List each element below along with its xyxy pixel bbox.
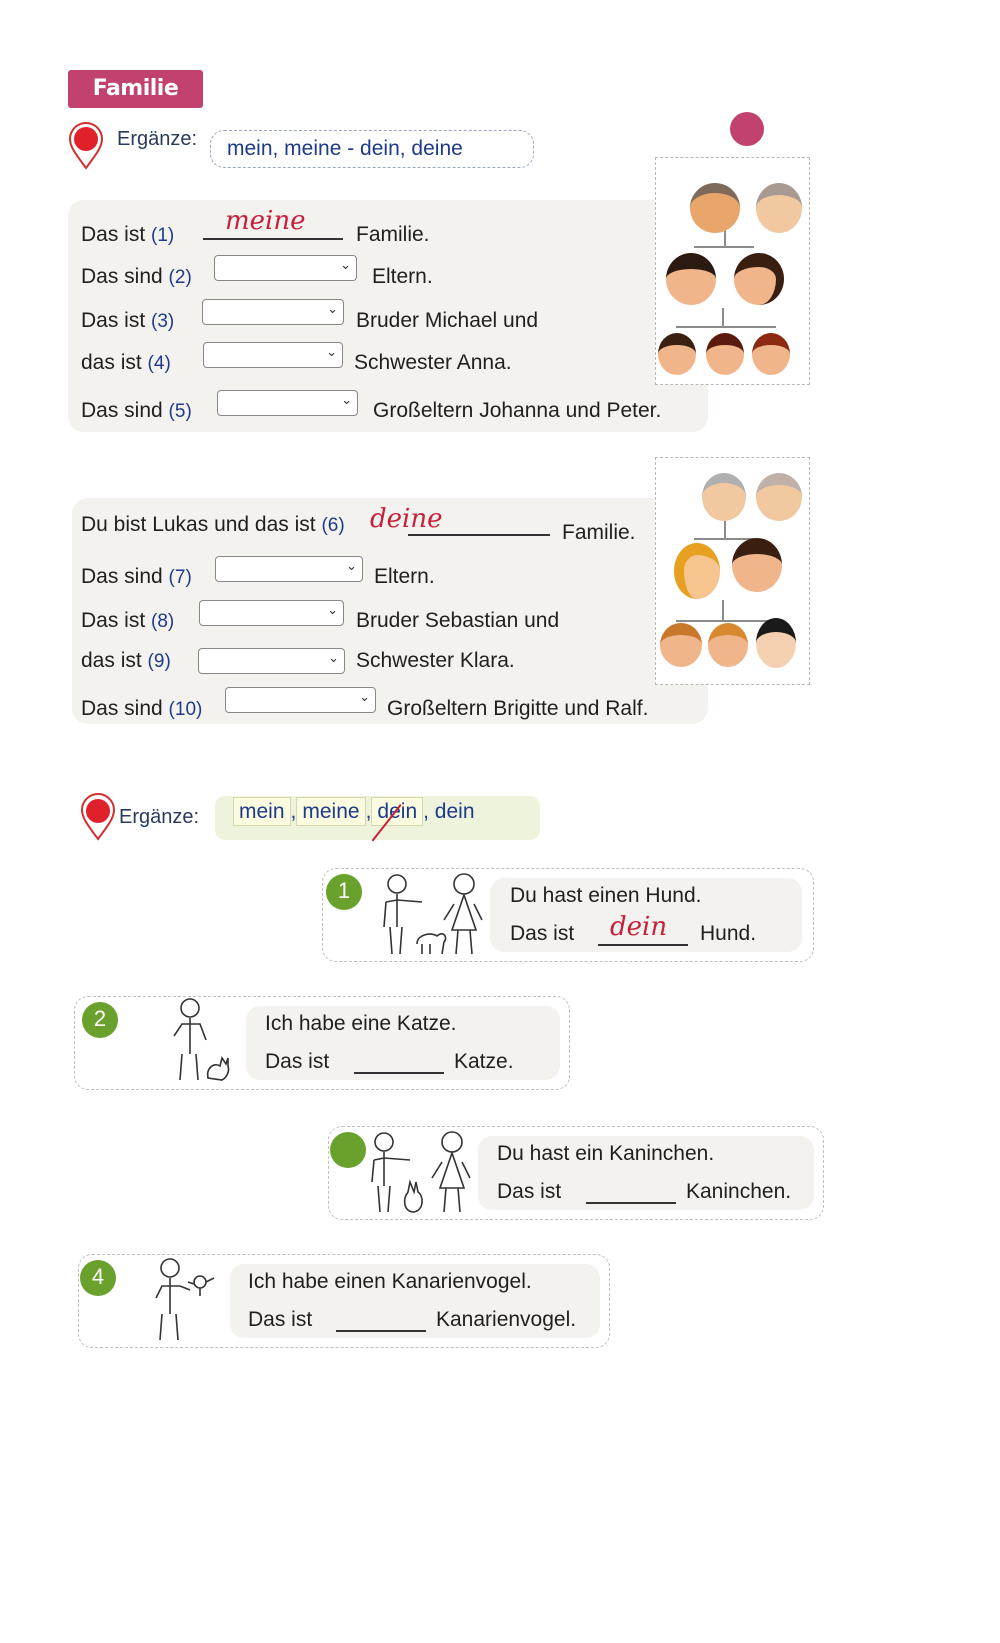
select-9[interactable] (198, 648, 345, 674)
ergaenze-label: Ergänze: (117, 128, 198, 150)
child-face (752, 333, 790, 375)
child-face (660, 623, 702, 667)
number-badge: 1 (326, 874, 362, 910)
child-face (756, 618, 796, 668)
ergaenze-label-2: Ergänze: (119, 806, 200, 828)
card-3-prefix: Das ist (497, 1180, 562, 1203)
person-with-bird-icon (150, 1256, 220, 1346)
card-2-line (354, 1072, 444, 1074)
word-chip: mein (233, 797, 291, 826)
chevron-down-icon: ⌄ (327, 301, 338, 316)
answer-line-1 (203, 238, 343, 240)
word-bank-2-words: mein , meine , dein , dein (233, 800, 475, 824)
sentence-9: das ist (9) (81, 649, 171, 672)
pin-icon (66, 122, 106, 170)
select-3[interactable] (202, 299, 344, 325)
father-face (732, 538, 782, 592)
mother-face (734, 253, 784, 305)
answer-6: deine (370, 504, 443, 534)
sentence-7: Das sind (7) (81, 565, 192, 588)
card-4-prefix: Das ist (248, 1308, 313, 1331)
number-badge: 2 (82, 1002, 118, 1038)
sentence-6: Du bist Lukas und das ist (6) (81, 513, 345, 536)
child-face (658, 333, 696, 375)
child-face (706, 333, 744, 375)
answer-1: meine (225, 206, 306, 236)
select-8[interactable] (199, 600, 344, 626)
number-badge: 4 (80, 1260, 116, 1296)
select-7[interactable] (215, 556, 363, 582)
card-1-answer: dein (610, 912, 668, 942)
chevron-down-icon: ⌄ (328, 650, 339, 665)
sentence-2: Das sind (2) (81, 265, 192, 288)
sentence-9-end: Schwester Klara. (356, 649, 515, 672)
select-2[interactable] (214, 255, 357, 281)
card-1-prefix: Das ist (510, 922, 575, 945)
child-face (708, 623, 748, 667)
sentence-4: das ist (4) (81, 351, 171, 374)
sentence-3-end: Bruder Michael und (356, 309, 539, 332)
decor-dot (730, 112, 764, 146)
sentence-2-end: Eltern. (372, 265, 433, 288)
people-with-rabbit-icon (362, 1130, 472, 1216)
word-bank: mein, meine - dein, deine (210, 130, 534, 168)
word-chip: dein (434, 800, 475, 823)
page-title: Familie (68, 70, 203, 108)
word-chip: meine (296, 797, 365, 826)
card-2-suffix: Katze. (454, 1050, 514, 1073)
mother-face (674, 543, 720, 599)
card-4-line (336, 1330, 426, 1332)
sentence-6-end: Familie. (562, 521, 636, 544)
sentence-10: Das sind (10) (81, 697, 203, 720)
card-2-line-1: Ich habe eine Katze. (265, 1012, 457, 1035)
sentence-7-end: Eltern. (374, 565, 435, 588)
card-3-line (586, 1202, 676, 1204)
chevron-down-icon: ⌄ (341, 392, 352, 407)
card-4-suffix: Kanarienvogel. (436, 1308, 577, 1331)
father-face (666, 253, 716, 305)
sentence-5: Das sind (5) (81, 399, 192, 422)
grandfather-face (702, 473, 746, 521)
family-tree-image-2 (655, 457, 810, 685)
chevron-down-icon: ⌄ (327, 602, 338, 617)
sentence-10-end: Großeltern Brigitte und Ralf. (387, 697, 649, 720)
select-10[interactable] (225, 687, 376, 713)
card-1-suffix: Hund. (700, 922, 757, 945)
card-3-line-1: Du hast ein Kaninchen. (497, 1142, 715, 1165)
card-3-suffix: Kaninchen. (686, 1180, 792, 1203)
people-with-dog-icon (372, 872, 490, 958)
chevron-down-icon: ⌄ (346, 558, 357, 573)
sentence-4-end: Schwester Anna. (354, 351, 512, 374)
pin-icon (78, 793, 118, 841)
number-badge (330, 1132, 366, 1168)
grandfather-face (690, 183, 740, 233)
sentence-1-end: Familie. (356, 223, 430, 246)
person-with-cat-icon (164, 996, 234, 1088)
chevron-down-icon: ⌄ (359, 689, 370, 704)
word-chip: dein (371, 797, 423, 826)
card-4-line-1: Ich habe einen Kanarienvogel. (248, 1270, 532, 1293)
sentence-3: Das ist (3) (81, 309, 175, 332)
family-tree-image-1 (655, 157, 810, 385)
select-5[interactable] (217, 390, 358, 416)
chevron-down-icon: ⌄ (326, 344, 337, 359)
sentence-1: Das ist (1) (81, 223, 175, 246)
sentence-8-end: Bruder Sebastian und (356, 609, 560, 632)
card-1-line (598, 944, 688, 946)
answer-line-6 (408, 534, 550, 536)
grandmother-face (756, 473, 802, 521)
grandmother-face (756, 183, 802, 233)
select-4[interactable] (203, 342, 343, 368)
card-2-prefix: Das ist (265, 1050, 330, 1073)
chevron-down-icon: ⌄ (340, 257, 351, 272)
card-1-line-1: Du hast einen Hund. (510, 884, 702, 907)
sentence-8: Das ist (8) (81, 609, 175, 632)
sentence-5-end: Großeltern Johanna und Peter. (373, 399, 662, 422)
